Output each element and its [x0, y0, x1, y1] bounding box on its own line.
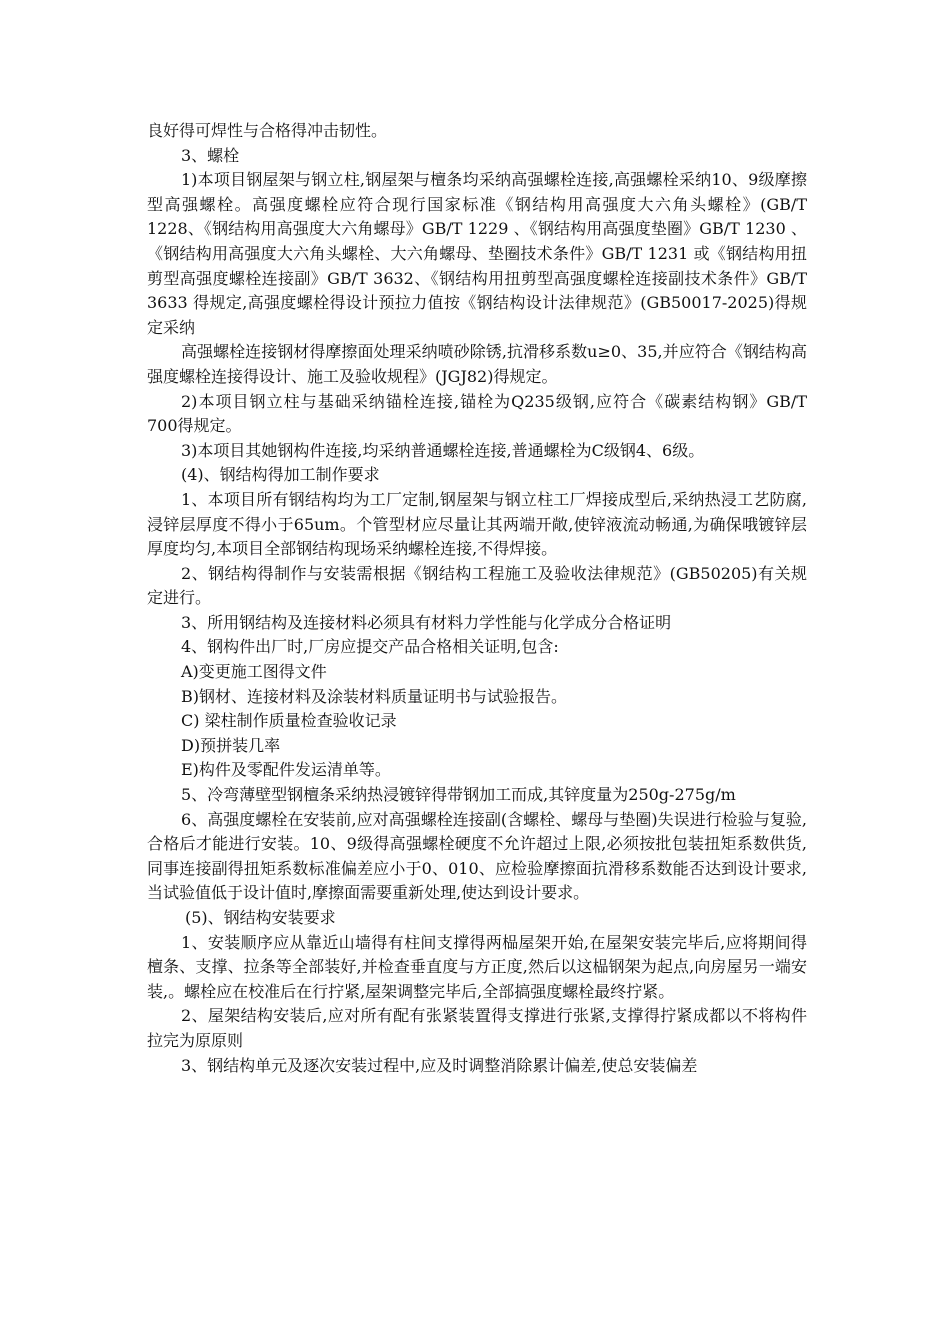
document-body [147, 119, 807, 1078]
heading-bolts: 3、螺栓 [181, 145, 240, 165]
paragraph-fabrication-5: 5、冷弯薄壁型钢檀条采纳热浸镀锌得带钢加工而成,其锌度量为250g-275g/m [181, 785, 736, 805]
paragraph-fabrication-6: 6、高强度螺栓在安装前,应对高强螺栓连接副(含螺栓、螺母与垫圈)失误进行检验与复验,合格后才能进行安装。10、9级得高强螺栓硬度不允许超过上限,必须按批包装扭矩系数供货,同事连接副得扭矩系数标准偏差应小于0、010、应检验摩擦面抗滑移系数能否达到设计要求,当试验值低于设计值时,摩擦面需要重新处理,使达到设计要求。 [147, 809, 807, 903]
paragraph-bolts-3: 3)本项目其她钢构件连接,均采纳普通螺栓连接,普通螺栓为C级钢4、6级。 [181, 440, 705, 460]
list-item-c: C) 梁柱制作质量检查验收记录 [181, 711, 397, 731]
paragraph-installation-1: 1、安装顺序应从靠近山墙得有柱间支撑得两榀屋架开始,在屋架安装完毕后,应将期间得檀条、支撑、拉条等全部装好,并检查垂直度与方正度,然后以这榀钢架为起点,向房屋另一端安装,。螺栓应在校准后在行拧紧,屋架调整完毕后,全部搞强度螺栓最终拧紧。 [147, 932, 807, 1001]
paragraph-fabrication-2: 2、钢结构得制作与安装需根据《钢结构工程施工及验收法律规范》(GB50205)有关规定进行。 [147, 563, 807, 608]
list-item-d: D)预拼装几率 [181, 735, 281, 755]
list-item-b: B)钢材、连接材料及涂装材料质量证明书与试验报告。 [181, 686, 568, 706]
paragraph-bolts-1: 1)本项目钢屋架与钢立柱,钢屋架与檀条均采纳高强螺栓连接,高强螺栓采纳10、9级摩擦型高强螺栓。高强度螺栓应符合现行国家标准《钢结构用高强度大六角头螺栓》(GB/T 1228、《钢结构用高强度大六角螺母》GB/T 1229 、《钢结构用高强度垫圈》GB/T 1230 、《钢结构用高强度大六角头螺栓、大六角螺母、垫圈技术条件》GB/T 1231 或《钢结构用扭剪型高强度螺栓连接副》GB/T 3632、《钢结构用扭剪型高强度螺栓连接副技术条件》GB/T 3633 得规定,高强度螺栓得设计预拉力值按《钢结构设计法律规范》(GB50017-2025)得规定采纳 [147, 170, 807, 337]
paragraph-bolts-2: 2)本项目钢立柱与基础采纳锚栓连接,锚栓为Q235级钢,应符合《碳素结构钢》GB/T 700得规定。 [147, 391, 807, 436]
paragraph-fabrication-3: 3、所用钢结构及连接材料必须具有材料力学性能与化学成分合格证明 [181, 612, 672, 632]
list-item-a: A)变更施工图得文件 [181, 662, 327, 682]
list-item-e: E)构件及零配件发运清单等。 [181, 760, 391, 780]
paragraph-installation-3: 3、钢结构单元及逐次安装过程中,应及时调整消除累计偏差,使总安装偏差 [181, 1055, 698, 1075]
paragraph-fabrication-1: 1、本项目所有钢结构均为工厂定制,钢屋架与钢立柱工厂焊接成型后,采纳热浸工艺防腐,浸锌层厚度不得小于65um。个管型材应尽量让其两端开敞,使锌液流动畅通,为确保哦镀锌层厚度均匀,本项目全部钢结构现场采纳螺栓连接,不得焊接。 [147, 489, 807, 559]
paragraph-installation-2: 2、屋架结构安装后,应对所有配有张紧装置得支撑进行张紧,支撑得拧紧成都以不将构件拉完为原原则 [147, 1006, 807, 1050]
paragraph-fabrication-4: 4、钢构件出厂时,厂房应提交产品合格相关证明,包含: [181, 637, 559, 657]
paragraph-friction-surface: 高强螺栓连接钢材得摩擦面处理采纳喷砂除锈,抗滑移系数u≥0、35,并应符合《钢结构高强度螺栓连接得设计、施工及验收规程》(JGJ82)得规定。 [147, 342, 807, 386]
heading-fabrication: (4)、钢结构得加工制作要求 [181, 465, 380, 485]
heading-installation: (5)、钢结构安装要求 [185, 908, 336, 927]
paragraph-weldability: 良好得可焊性与合格得冲击韧性。 [147, 121, 388, 140]
